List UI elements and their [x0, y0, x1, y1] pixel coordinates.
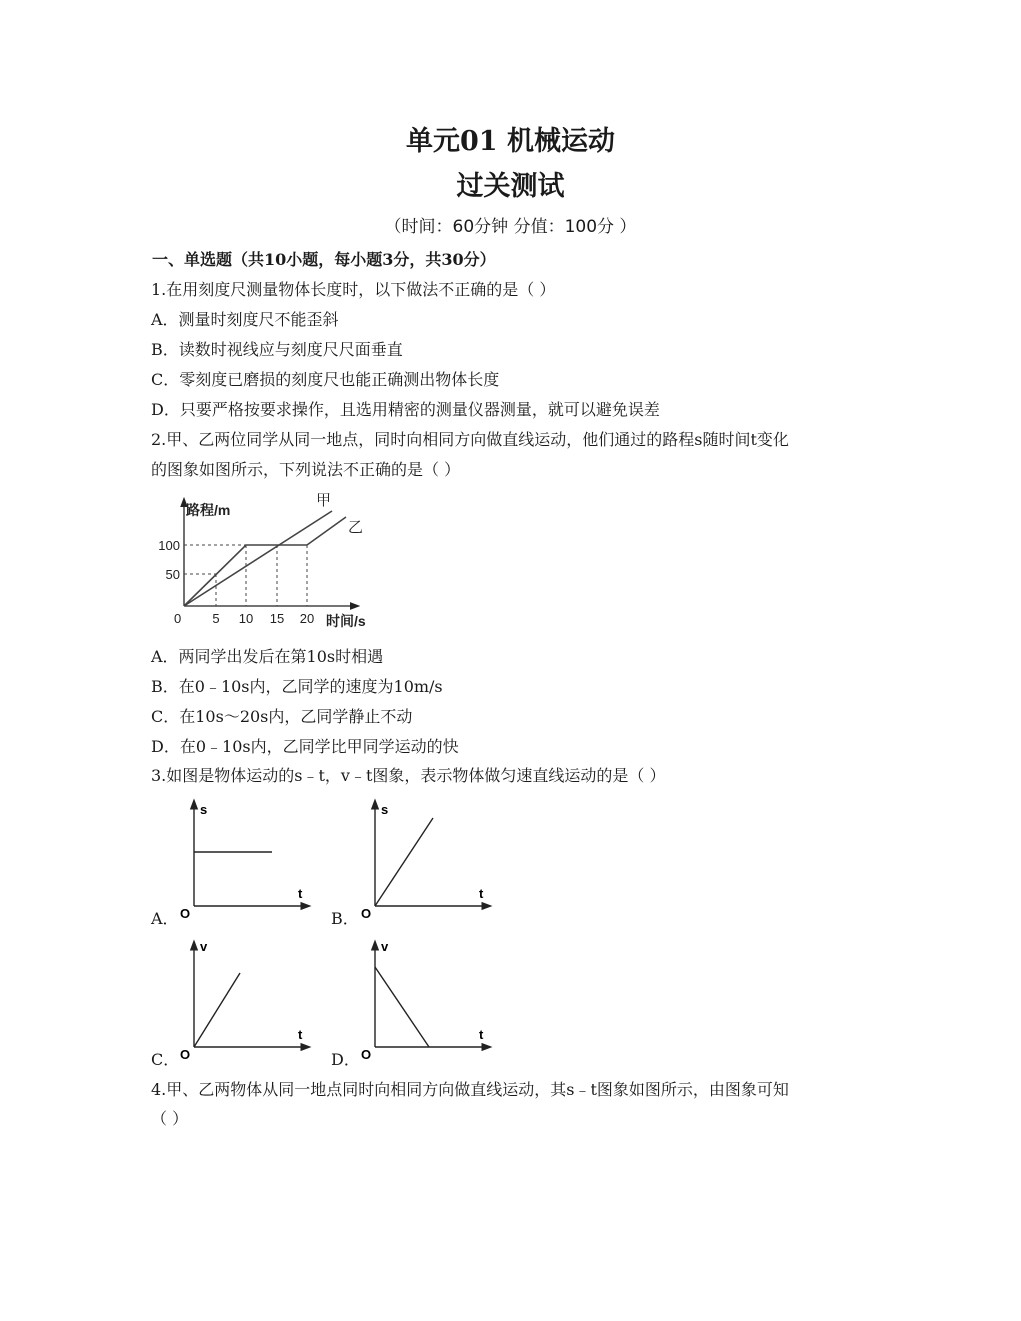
- dashed-guides: [184, 545, 307, 606]
- graph-a: [176, 796, 312, 922]
- question-2-stem-line1: 2.甲、乙两位同学从同一地点，同时向相同方向做直线运动，他们通过的路程s随时间t变化: [151, 430, 789, 449]
- graph-a-letter: A．: [151, 909, 179, 928]
- question-1-stem: 1.在用刻度尺测量物体长度时，以下做法不正确的是（ ）: [151, 280, 556, 299]
- graph-b: [357, 796, 493, 922]
- question-2-graph: [150, 486, 380, 634]
- graph-d-letter: D．: [331, 1050, 360, 1069]
- section-title: 一、单选题（共10小题，每小题3分，共30分）: [152, 250, 496, 269]
- x-tick-10: 10: [238, 611, 254, 626]
- series-jia-line: [184, 511, 332, 606]
- graph-a-x-label: t: [298, 886, 303, 901]
- series-yi-line: [184, 517, 346, 606]
- graph-c-y-label: v: [200, 939, 208, 954]
- question-2-option-c: C．在10s～20s内，乙同学静止不动: [151, 707, 413, 726]
- question-2-stem-line2: 的图象如图所示，下列说法不正确的是（ ）: [151, 460, 461, 479]
- origin-label: 0: [174, 611, 182, 626]
- y-axis-label: 路程/m: [186, 502, 231, 518]
- series-jia-label: 甲: [316, 492, 332, 509]
- graph-c-line: [194, 973, 240, 1047]
- graph-b-origin: O: [361, 906, 372, 921]
- y-tick-50: 50: [165, 567, 180, 582]
- question-2-option-a: A．两同学出发后在第10s时相遇: [151, 647, 384, 666]
- graph-b-letter: B．: [331, 909, 359, 928]
- series-yi-label: 乙: [348, 519, 364, 536]
- page-title: 单元01 机械运动: [406, 126, 615, 157]
- question-4-stem-line1: 4.甲、乙两物体从同一地点同时向相同方向做直线运动，其s﹣t图象如图所示，由图象可知: [151, 1080, 789, 1099]
- question-3-stem: 3.如图是物体运动的s﹣t，v﹣t图象，表示物体做匀速直线运动的是（ ）: [151, 766, 666, 785]
- graph-d-origin: O: [361, 1047, 372, 1062]
- x-axis-label: 时间/s: [326, 613, 366, 629]
- graph-b-line: [375, 818, 433, 906]
- graph-c-origin: O: [180, 1047, 191, 1062]
- graph-c-letter: C．: [151, 1050, 180, 1069]
- question-1-option-d: D．只要严格按要求操作，且选用精密的测量仪器测量，就可以避免误差: [151, 400, 660, 419]
- graph-b-y-label: s: [381, 802, 389, 817]
- question-4-stem-line2: （ ）: [151, 1109, 189, 1128]
- question-1-option-b: B．读数时视线应与刻度尺尺面垂直: [151, 340, 403, 359]
- graph-d-line: [375, 967, 429, 1047]
- question-1-option-a: A．测量时刻度尺不能歪斜: [151, 310, 339, 329]
- x-tick-20: 20: [299, 611, 315, 626]
- exam-info: （时间：60分钟 分值：100分 ）: [384, 217, 637, 237]
- x-tick-5: 5: [212, 611, 220, 626]
- graph-b-x-label: t: [479, 886, 484, 901]
- graph-d: [357, 937, 493, 1063]
- question-1-option-c: C．零刻度已磨损的刻度尺也能正确测出物体长度: [151, 370, 500, 389]
- question-2-option-d: D．在0﹣10s内，乙同学比甲同学运动的快: [151, 737, 459, 756]
- graph-d-x-label: t: [479, 1027, 484, 1042]
- page-subtitle: 过关测试: [456, 171, 565, 202]
- y-tick-100: 100: [158, 538, 180, 553]
- graph-a-y-label: s: [200, 802, 208, 817]
- graph-d-y-label: v: [381, 939, 389, 954]
- question-2-option-b: B．在0﹣10s内，乙同学的速度为10m/s: [151, 677, 443, 696]
- graph-c-x-label: t: [298, 1027, 303, 1042]
- graph-c: [176, 937, 312, 1063]
- graph-a-origin: O: [180, 906, 191, 921]
- x-tick-15: 15: [269, 611, 285, 626]
